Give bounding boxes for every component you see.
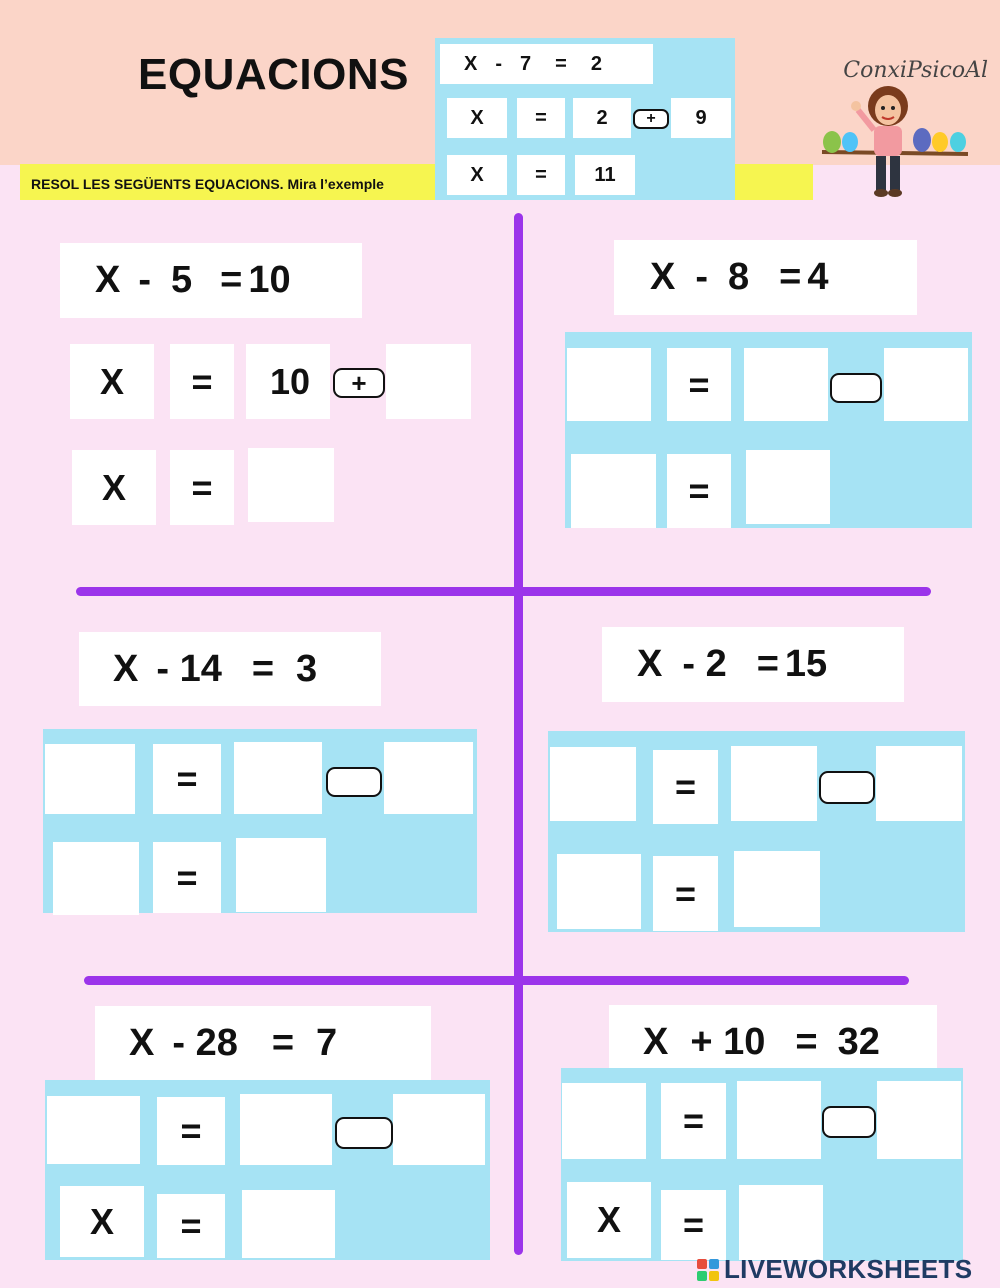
example-result-cell: 11 — [575, 155, 635, 195]
equals-cell: = — [667, 454, 731, 528]
equals-cell: = — [661, 1083, 726, 1159]
result-input[interactable] — [242, 1190, 335, 1258]
x-input[interactable] — [562, 1083, 646, 1159]
x-cell: X — [72, 450, 156, 525]
equation-box: X - 14 = 3 — [79, 632, 381, 706]
value-input[interactable] — [731, 746, 817, 821]
value-input[interactable] — [876, 746, 962, 821]
operator-plus: + — [333, 368, 385, 398]
value-input[interactable] — [884, 348, 968, 421]
x-input[interactable] — [45, 744, 135, 814]
operator-input[interactable] — [822, 1106, 876, 1138]
x-input[interactable] — [53, 842, 139, 915]
x-cell: X — [567, 1182, 651, 1258]
page-title: EQUACIONS — [138, 50, 409, 99]
example-value-cell: 9 — [671, 98, 731, 138]
example-x-cell: X — [447, 98, 507, 138]
example-value-cell: 2 — [573, 98, 631, 138]
x-cell: X — [60, 1186, 144, 1257]
x-input[interactable] — [557, 854, 641, 929]
example-equals-cell: = — [517, 155, 565, 195]
equals-cell: = — [667, 348, 731, 421]
result-input[interactable] — [734, 851, 820, 927]
x-input[interactable] — [550, 747, 636, 821]
value-input[interactable] — [240, 1094, 332, 1165]
value-input[interactable] — [393, 1094, 485, 1165]
equals-cell: = — [170, 344, 234, 419]
equals-cell: = — [157, 1194, 225, 1258]
vertical-divider — [514, 213, 523, 1255]
horizontal-divider — [76, 587, 931, 596]
example-panel — [435, 38, 735, 200]
value-input[interactable] — [744, 348, 828, 421]
value-input[interactable] — [384, 742, 473, 814]
answer-input[interactable] — [386, 344, 471, 419]
equals-cell: = — [170, 450, 234, 525]
value-input[interactable] — [877, 1081, 961, 1159]
example-x-cell: X — [447, 155, 507, 195]
liveworksheets-logo-icon — [697, 1259, 719, 1281]
equals-cell: = — [153, 842, 221, 913]
footer-brand — [697, 1254, 972, 1285]
value-input[interactable] — [737, 1081, 821, 1159]
equals-cell: = — [653, 856, 718, 931]
example-operator-plus: + — [633, 109, 669, 129]
result-input[interactable] — [746, 450, 830, 524]
example-equals-cell: = — [517, 98, 565, 138]
footer-text: LIVEWORKSHEETS — [724, 1254, 973, 1284]
equals-cell: = — [661, 1190, 726, 1260]
result-input[interactable] — [248, 448, 334, 522]
equation-box: X - 5 = 10 — [60, 243, 362, 318]
operator-input[interactable] — [830, 373, 882, 403]
value-cell: 10 — [246, 344, 330, 419]
x-input[interactable] — [567, 348, 651, 421]
result-input[interactable] — [739, 1185, 823, 1260]
x-input[interactable] — [571, 454, 656, 528]
equals-cell: = — [157, 1097, 225, 1165]
equation-box: X - 8 = 4 — [614, 240, 917, 315]
instruction-text: RESOL LES SEGÜENTS EQUACIONS. Mira l’exemple — [31, 176, 384, 192]
equation-box: X - 2 = 15 — [602, 627, 904, 702]
equation-box: X - 28 = 7 — [95, 1006, 431, 1081]
x-input[interactable] — [47, 1096, 140, 1164]
value-input[interactable] — [234, 742, 322, 814]
equation-box: X + 10 = 32 — [609, 1005, 937, 1080]
result-input[interactable] — [236, 838, 326, 912]
horizontal-divider — [84, 976, 909, 985]
example-equation: X - 7 = 2 — [440, 44, 653, 84]
equals-cell: = — [653, 750, 718, 824]
operator-input[interactable] — [326, 767, 382, 797]
avatar-with-birds-illustration — [818, 72, 978, 204]
operator-input[interactable] — [819, 771, 875, 804]
brand-signature: ConxiPsicoAl — [843, 58, 988, 83]
equals-cell: = — [153, 744, 221, 814]
operator-input[interactable] — [335, 1117, 393, 1149]
x-cell: X — [70, 344, 154, 419]
